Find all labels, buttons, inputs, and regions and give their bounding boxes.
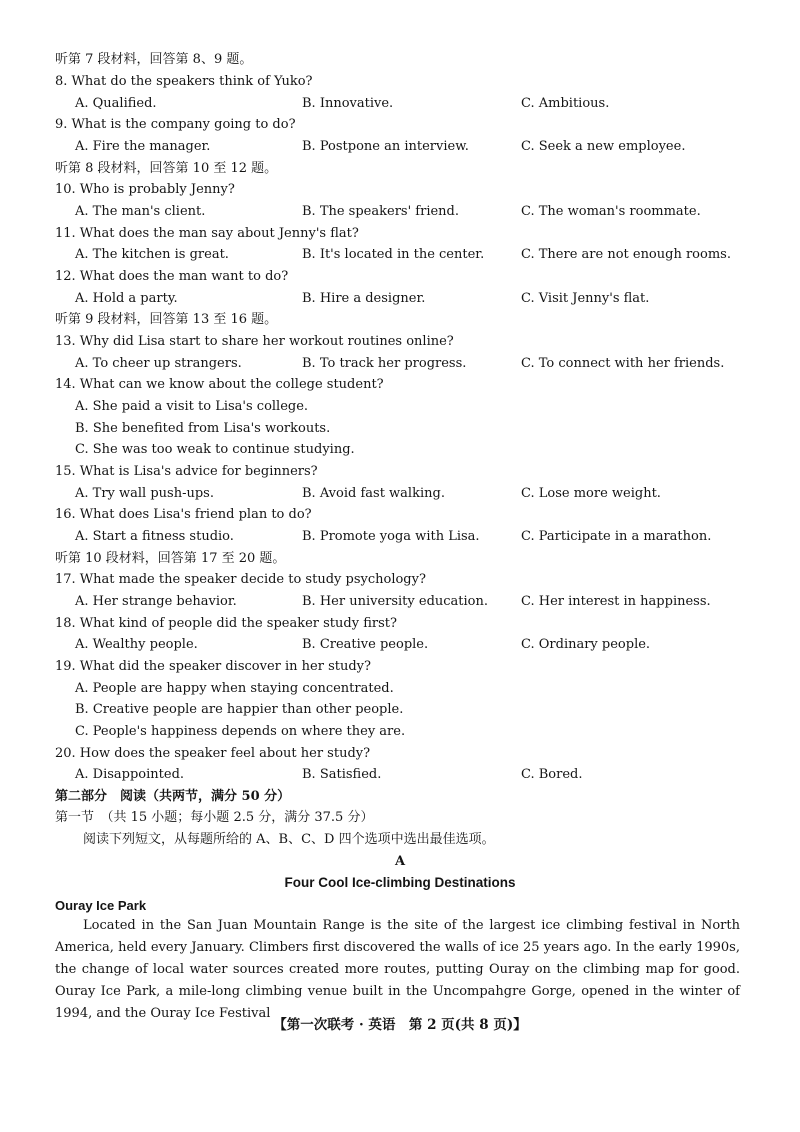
question-14: 14. What can we know about the college student? xyxy=(55,377,384,392)
part2-section1: 第一节 （共 15 小题；每小题 2.5 分，满分 37.5 分） xyxy=(55,810,374,825)
question-9: 9. What is the company going to do? xyxy=(55,117,296,132)
q16-option-a: A. Start a fitness studio. xyxy=(75,529,234,544)
q17-option-c: C. Her interest in happiness. xyxy=(521,594,711,609)
section-header-8: 听第 8 段材料，回答第 10 至 12 题。 xyxy=(55,161,278,176)
q8-option-c: C. Ambitious. xyxy=(521,96,610,111)
question-17: 17. What made the speaker decide to study psychology? xyxy=(55,572,426,587)
question-20: 20. How does the speaker feel about her study? xyxy=(55,746,371,761)
part2-instruction: 阅读下列短文，从每题所给的 A、B、C、D 四个选项中选出最佳选项。 xyxy=(83,832,495,847)
question-12: 12. What does the man want to do? xyxy=(55,269,289,284)
q12-option-a: A. Hold a party. xyxy=(75,291,178,306)
question-18: 18. What kind of people did the speaker study first? xyxy=(55,616,397,631)
q20-option-c: C. Bored. xyxy=(521,767,583,782)
q10-option-a: A. The man's client. xyxy=(75,204,206,219)
q15-option-b: B. Avoid fast walking. xyxy=(302,486,445,501)
q15-option-c: C. Lose more weight. xyxy=(521,486,661,501)
question-15: 15. What is Lisa's advice for beginners? xyxy=(55,464,318,479)
q20-option-a: A. Disappointed. xyxy=(75,767,185,782)
q10-option-b: B. The speakers' friend. xyxy=(302,204,459,219)
q19-option-b: B. Creative people are happier than other people. xyxy=(75,702,404,717)
q10-option-c: C. The woman's roommate. xyxy=(521,204,701,219)
q16-option-b: B. Promote yoga with Lisa. xyxy=(302,529,480,544)
q8-option-a: A. Qualified. xyxy=(75,96,157,111)
section-header-10: 听第 10 段材料，回答第 17 至 20 题。 xyxy=(55,551,286,566)
q12-option-c: C. Visit Jenny's flat. xyxy=(521,291,650,306)
q9-option-a: A. Fire the manager. xyxy=(75,139,211,154)
q14-option-c: C. She was too weak to continue studying. xyxy=(75,442,355,457)
q18-option-c: C. Ordinary people. xyxy=(521,637,651,652)
question-10: 10. Who is probably Jenny? xyxy=(55,182,235,197)
q18-option-a: A. Wealthy people. xyxy=(75,637,198,652)
q13-option-c: C. To connect with her friends. xyxy=(521,356,725,371)
q17-option-b: B. Her university education. xyxy=(302,594,489,609)
q9-option-b: B. Postpone an interview. xyxy=(302,139,469,154)
q14-option-a: A. She paid a visit to Lisa's college. xyxy=(75,399,309,414)
q19-option-c: C. People's happiness depends on where they are. xyxy=(75,724,406,739)
q20-option-b: B. Satisfied. xyxy=(302,767,382,782)
q17-option-a: A. Her strange behavior. xyxy=(75,594,237,609)
section-header-7: 听第 7 段材料，回答第 8、9 题。 xyxy=(55,52,253,67)
passage-paragraph: Located in the San Juan Mountain Range is the site of the largest ice climbing festival in North America, held every January. Climbers first discovered the walls of ice 25 years ago. In the early 1990s, the change of local water sources created more routes, putting Ouray on the climbing map for good. Ouray Ice Park, a mile-long climbing venue built in the Uncompahgre Gorge, opened in the winter of 1994, and the Ouray Ice Festival xyxy=(55,918,740,1021)
q11-option-a: A. The kitchen is great. xyxy=(75,247,229,262)
q9-option-c: C. Seek a new employee. xyxy=(521,139,686,154)
section-header-9: 听第 9 段材料，回答第 13 至 16 题。 xyxy=(55,312,278,327)
sub-heading: Ouray Ice Park xyxy=(55,898,147,913)
q15-option-a: A. Try wall push-ups. xyxy=(75,486,214,501)
q16-option-c: C. Participate in a marathon. xyxy=(521,529,712,544)
question-13: 13. Why did Lisa start to share her workout routines online? xyxy=(55,334,454,349)
q12-option-b: B. Hire a designer. xyxy=(302,291,426,306)
q13-option-a: A. To cheer up strangers. xyxy=(75,356,242,371)
passage-label: A xyxy=(394,854,406,869)
q18-option-b: B. Creative people. xyxy=(302,637,429,652)
q13-option-b: B. To track her progress. xyxy=(302,356,467,371)
question-8: 8. What do the speakers think of Yuko? xyxy=(55,74,313,89)
passage-title: Four Cool Ice-climbing Destinations xyxy=(284,875,516,890)
q19-option-a: A. People are happy when staying concentrated. xyxy=(75,681,394,696)
q11-option-c: C. There are not enough rooms. xyxy=(521,247,731,262)
page-footer: 【第一次联考 · 英语 第 2 页(共 8 页)】 xyxy=(273,1017,527,1033)
part2-title: 第二部分 阅读（共两节，满分 50 分） xyxy=(55,789,291,804)
q11-option-b: B. It's located in the center. xyxy=(302,247,485,262)
question-11: 11. What does the man say about Jenny's flat? xyxy=(55,226,359,241)
q14-option-b: B. She benefited from Lisa's workouts. xyxy=(75,421,331,436)
question-16: 16. What does Lisa's friend plan to do? xyxy=(55,507,312,522)
q8-option-b: B. Innovative. xyxy=(302,96,394,111)
question-19: 19. What did the speaker discover in her study? xyxy=(55,659,371,674)
